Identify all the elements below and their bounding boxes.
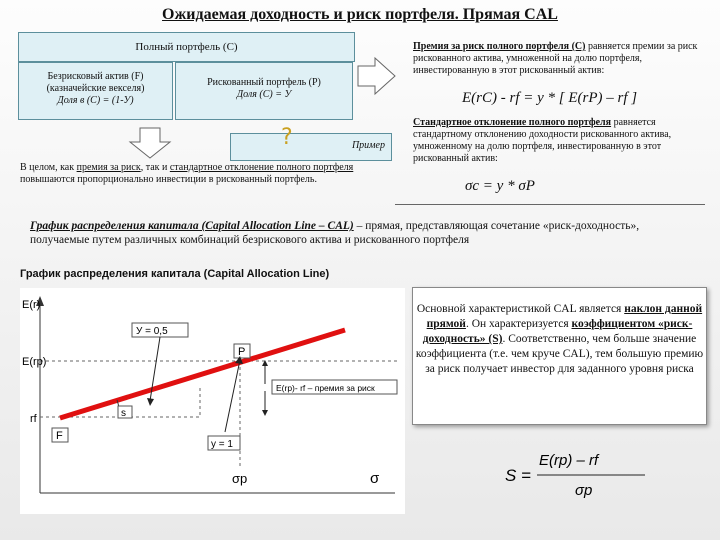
chart-caption: График распределения капитала (Capital Allocation Line) <box>20 268 330 280</box>
divider <box>395 204 705 205</box>
info-text-1: Основной характеристикой CAL является <box>416 303 625 315</box>
premium-label: E(rp)- rf – премия за риск <box>276 383 375 393</box>
left-paragraph-pre: В целом, как <box>20 162 77 173</box>
s-label: s <box>121 408 126 419</box>
y05-label: У = 0,5 <box>136 326 168 337</box>
sharpe-formula <box>505 445 705 505</box>
risky-line2: Доля (С) = У <box>236 89 292 100</box>
left-paragraph-mid: , так и <box>140 162 170 173</box>
cal-diagram-svg <box>20 288 405 514</box>
premium-pointer-down-head <box>262 410 268 416</box>
info-text-2: наклон данной прямой <box>426 303 703 330</box>
right-arrow-icon <box>358 58 395 94</box>
y1-label: y = 1 <box>211 439 233 450</box>
right-paragraph-stddev <box>413 117 703 165</box>
example-button[interactable] <box>230 125 392 161</box>
left-paragraph-u2: стандартное отклонение полного портфеля <box>169 162 354 173</box>
formula-stddev: σc = y * σP <box>465 178 535 194</box>
x-axis-label: σ <box>370 470 380 487</box>
cal-info-box <box>412 287 707 425</box>
sharpe-denominator: σp <box>575 482 593 499</box>
sharpe-lhs: S = <box>505 466 531 485</box>
full-portfolio-box: Полный портфель (С) <box>18 32 355 62</box>
page-title: Ожидаемая доходность и риск портфеля. Прямая CAL <box>162 6 558 23</box>
example-label: Пример <box>351 140 385 151</box>
info-text-4: коэффициентом «риск-доходность» (S) <box>422 318 693 345</box>
down-arrow-icon <box>130 128 170 158</box>
y-axis-label: E(r) <box>22 299 41 311</box>
risky-line1: Рискованный портфель (Р) <box>207 77 321 88</box>
cal-definition-text: – прямая, представляющая сочетание «риск-доходность», получаемые путем различных комбинаций безрискового актива и рискованного портфеля <box>30 220 640 246</box>
formula-premium: E(rC) - rf = y * [ E(rP) – rf ] <box>462 90 638 106</box>
right-p1-rest: равняется премии за риск рискованного актива, умноженной на долю портфеля, инвестированную в этот рискованный актив: <box>413 41 698 76</box>
left-paragraph <box>20 162 385 186</box>
question-icon: ? <box>281 125 293 150</box>
left-paragraph-u1: премия за риск <box>76 162 141 173</box>
cal-line <box>60 330 345 418</box>
cal-diagram <box>20 288 405 514</box>
right-p2-rest: равняется стандартному отклонению доходности рискованного актива, умноженному на долю портфеля, инвестированную в этот рискованный актив: <box>413 117 672 164</box>
p-label: P <box>238 346 246 358</box>
f-label: F <box>56 430 63 442</box>
sharpe-numerator: E(rp) – rf <box>539 452 599 469</box>
erp-label: E(rp) <box>22 356 47 368</box>
cal-definition <box>30 219 700 247</box>
risk-free-line3: Доля в (С) = (1-У) <box>57 95 134 106</box>
left-paragraph-post: повышаются пропорционально инвестиции в рискованный портфель. <box>20 174 317 185</box>
info-text-3: . Он характеризуется <box>465 318 572 330</box>
right-paragraph-premium <box>413 41 703 77</box>
right-p1-underlined: Премия за риск полного портфеля (С) <box>413 41 586 52</box>
rf-label: rf <box>30 413 37 425</box>
y05-pointer <box>150 337 160 401</box>
cal-definition-term: График распределения капитала (Capital Allocation Line – CAL) <box>30 220 354 232</box>
p-pointer <box>225 360 240 432</box>
sigma-p-label: σp <box>232 471 248 486</box>
y05-pointer-head <box>147 398 154 406</box>
right-p2-underlined: Стандартное отклонение полного портфеля <box>413 117 612 128</box>
risk-free-line1: Безрисковый актив (F) <box>47 71 144 82</box>
risk-free-line2: (казначейские векселя) <box>46 83 145 94</box>
info-text-5: . Соответственно, чем больше значение коэффициента (т.е. чем круче CAL), тем большую премию за риск получает инвестор для заданного уровня риска <box>415 333 704 375</box>
